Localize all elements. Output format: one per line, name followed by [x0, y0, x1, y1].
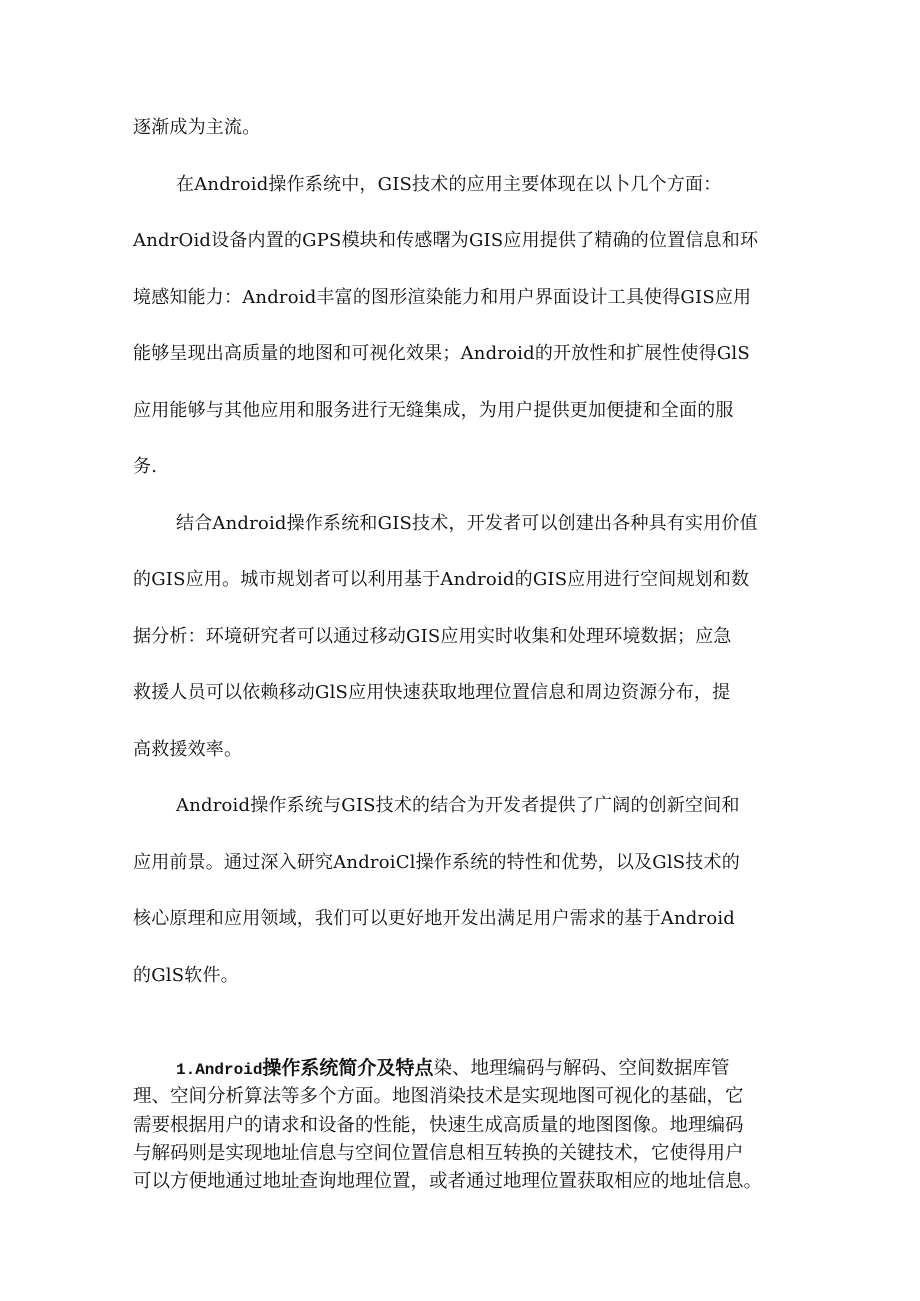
paragraph-line: 的GlS软件。	[133, 965, 239, 986]
section-heading-title: 操作系统简介及特点	[262, 1057, 434, 1079]
section-body-line: 可以方便地通过地址查询地理位置，或者通过地理位置获取相应的地址信息。	[133, 1171, 763, 1192]
section-heading-line	[176, 1056, 729, 1082]
paragraph-line: 逐渐成为主流。	[133, 117, 261, 138]
paragraph-line: Android操作系统与GIS技术的结合为开发者提供了广阔的创新空间和	[176, 795, 740, 816]
section-body-line: 需要根据用户的请求和设备的性能，快速生成高质量的地图图像。地理编码	[133, 1115, 744, 1136]
paragraph-line: 据分析：环境研究者可以通过移动GIS应用实时收集和处理环境数据；应急	[133, 626, 732, 647]
paragraph-line: 应用能够与其他应用和服务进行无缝集成，为用户提供更加便捷和全面的服	[133, 400, 734, 421]
paragraph-line: 高救援效率。	[133, 739, 243, 760]
section-heading-number: 1.Android	[176, 1061, 263, 1079]
section-body-line: 理、空间分析算法等多个方面。地图消染技术是实现地图可视化的基础，它	[133, 1086, 744, 1107]
paragraph-line: 在Android操作系统中，GIS技术的应用主要体现在以卜几个方面：	[176, 174, 722, 195]
paragraph-line: 核心原理和应用领域，我们可以更好地开发出满足用户需求的基于Android	[133, 908, 736, 929]
paragraph-line: 务.	[133, 456, 158, 477]
paragraph-line: 应用前景。通过深入研究AndroiCl操作系统的特性和优势，以及GlS技术的	[133, 852, 740, 873]
paragraph-line: 能够呈现出高质量的地图和可视化效果；Android的开放性和扩展性使得GlS	[133, 343, 750, 364]
paragraph-line: 结合Android操作系统和GIS技术，开发者可以创建出各种具有实用价值	[176, 513, 758, 534]
section-body-text: 染、地理编码与解码、空间数据库管	[433, 1058, 730, 1079]
paragraph-line: AndrOid设备内置的GPS模块和传感曙为GIS应用提供了精确的位置信息和环	[133, 230, 759, 251]
paragraph-line: 的GIS应用。城市规划者可以利用基于Android的GIS应用进行空间规划和数	[133, 569, 750, 590]
paragraph-line: 境感知能力：Android丰富的图形渲染能力和用户界面设计工具使得GIS应用	[133, 287, 752, 308]
section-body-line: 与解码则是实现地址信息与空间位置信息相互转换的关键技术，它使得用户	[133, 1143, 744, 1164]
paragraph-line: 救援人员可以依赖移动GlS应用快速获取地理位置信息和周边资源分布，提	[133, 682, 731, 703]
